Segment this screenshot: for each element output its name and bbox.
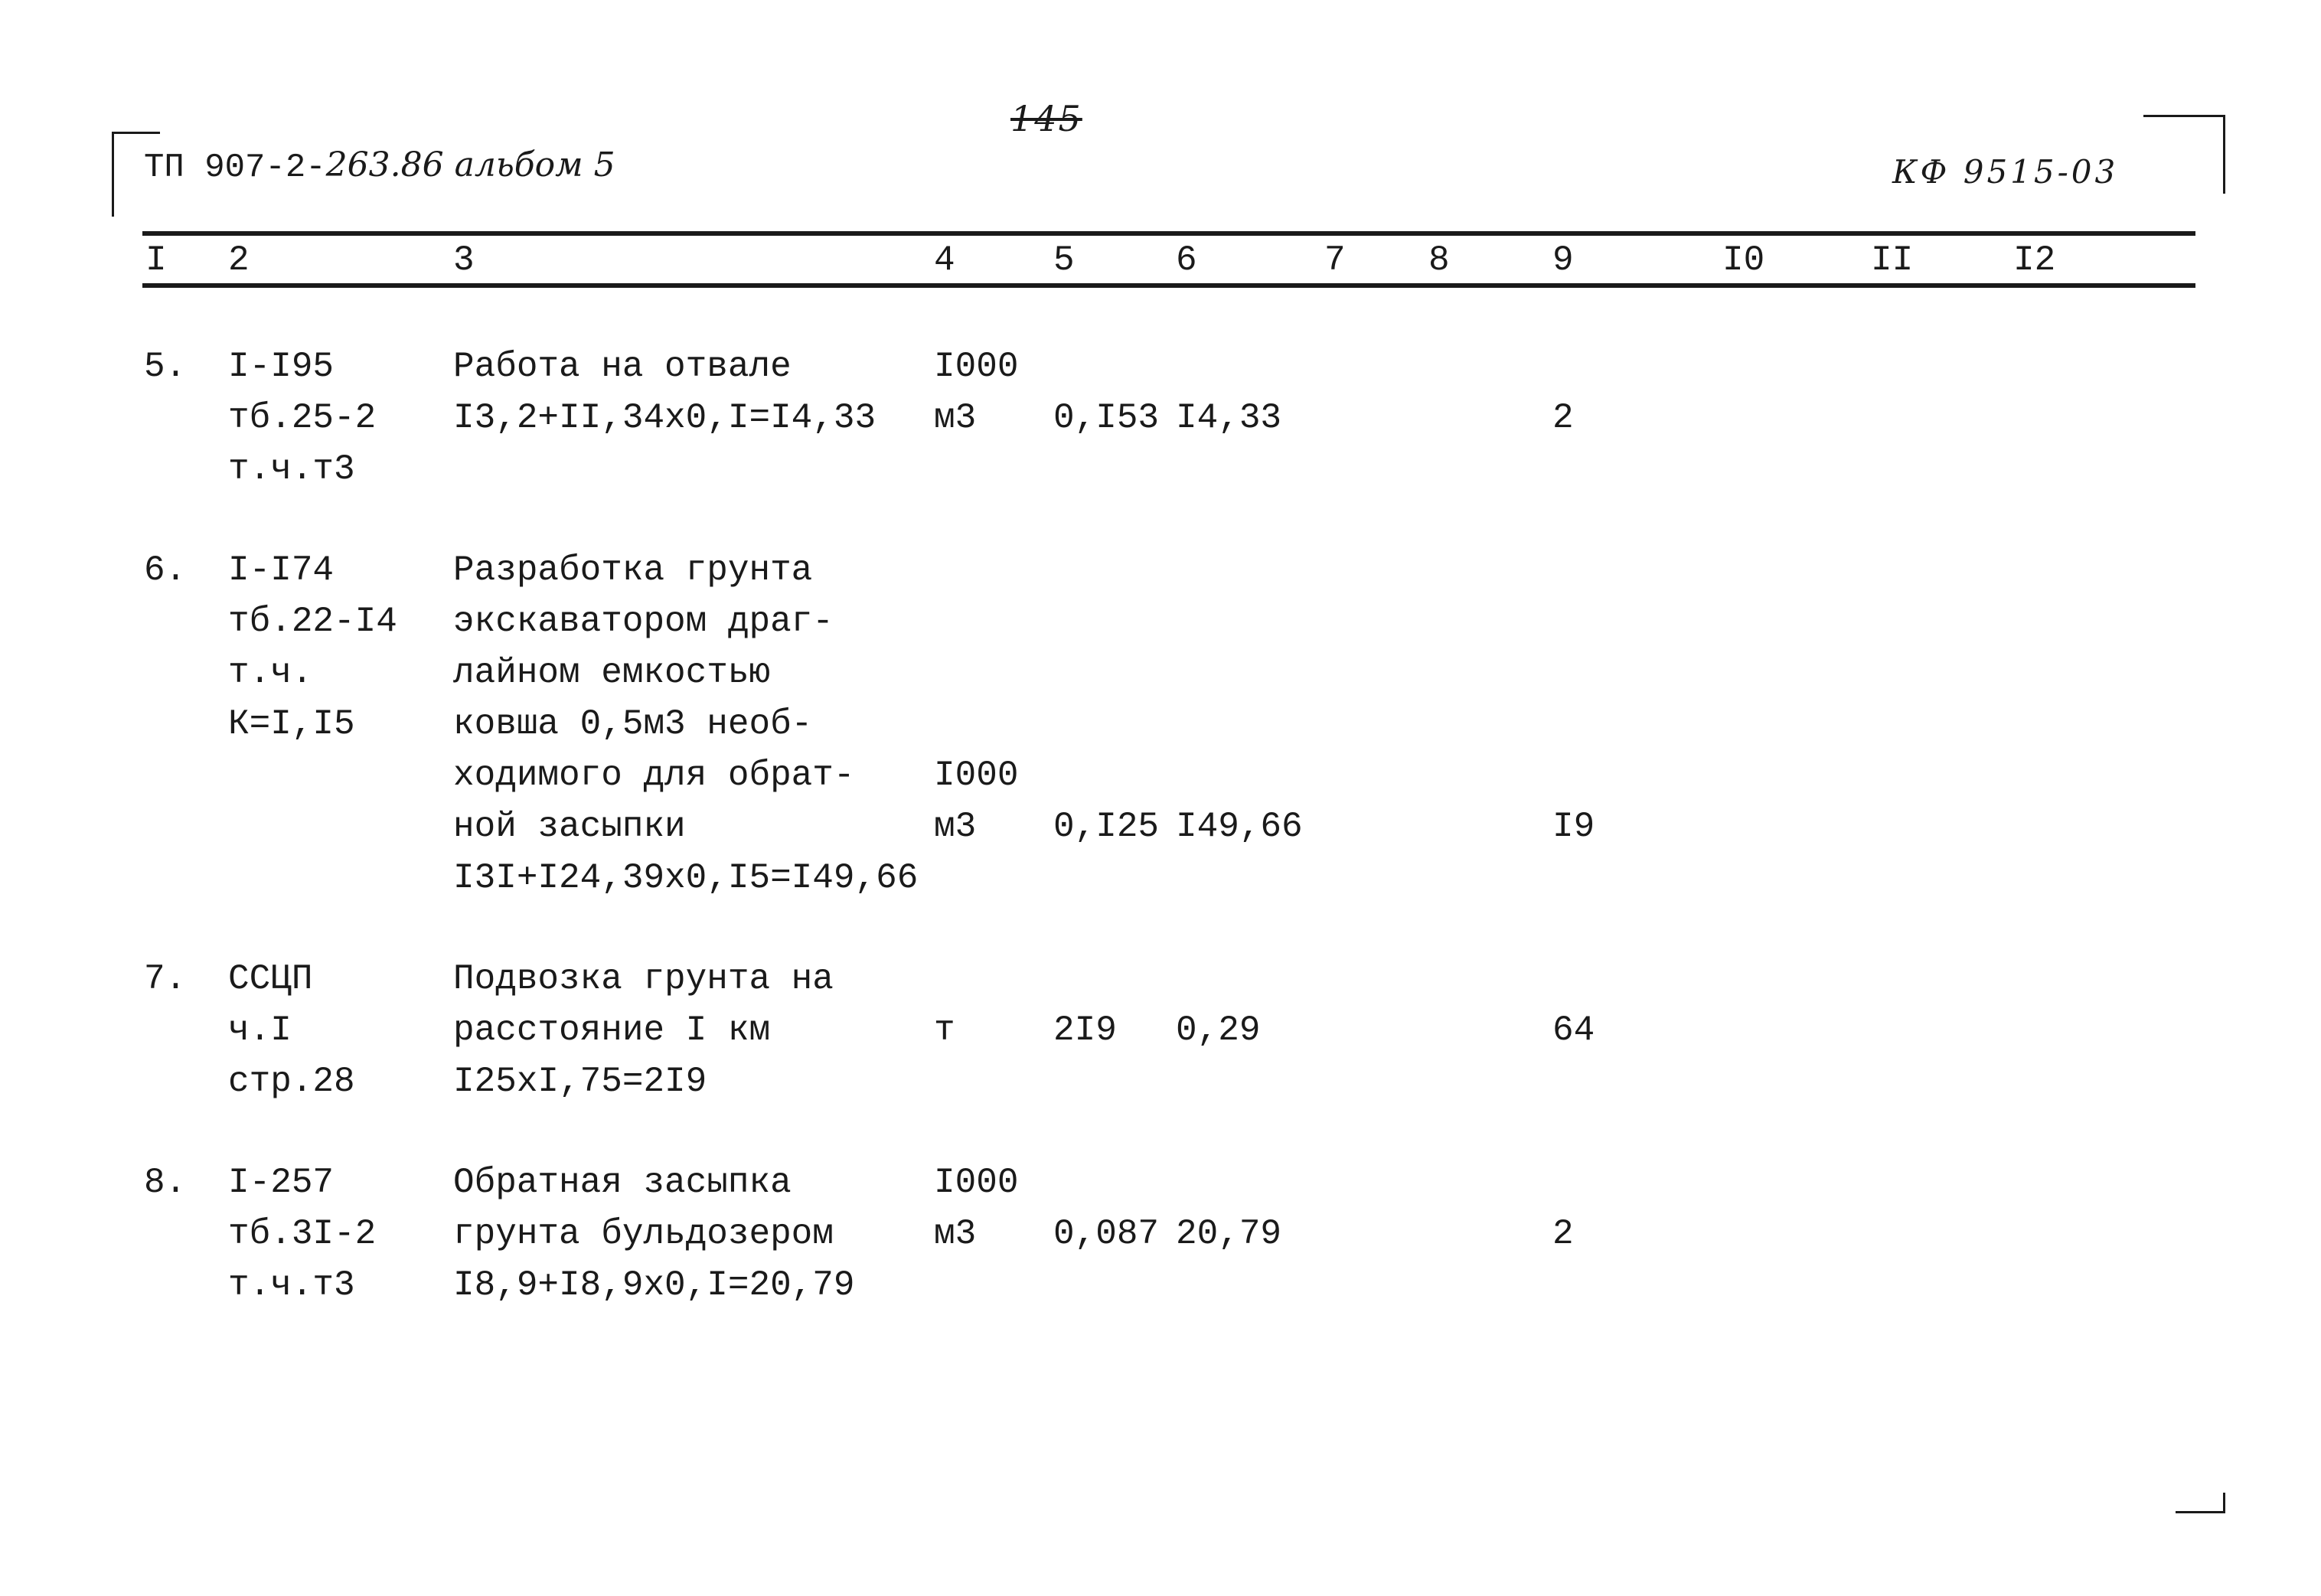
corner-mark-top-right bbox=[2143, 115, 2225, 194]
row-description bbox=[453, 1157, 855, 1311]
unit-line: м3 bbox=[934, 398, 977, 438]
row-total: 2 bbox=[1552, 398, 1574, 438]
description-line: I8,9+I8,9х0,I=20,79 bbox=[453, 1265, 855, 1305]
row-description bbox=[453, 545, 918, 904]
row-unit bbox=[934, 341, 1018, 444]
row-code bbox=[228, 954, 355, 1108]
document-code-handwritten: 263.86 альбом 5 bbox=[325, 145, 615, 184]
description-line: I3,2+II,34х0,I=I4,33 bbox=[453, 398, 876, 438]
column-number: 4 bbox=[934, 240, 955, 280]
row-unit bbox=[934, 1005, 955, 1056]
description-line: ходимого для обрат- bbox=[453, 756, 855, 795]
code-line: ч.I bbox=[228, 1010, 292, 1050]
description-line: расстояние I км bbox=[453, 1010, 771, 1050]
code-line: тб.3I-2 bbox=[228, 1214, 377, 1254]
row-code bbox=[228, 341, 376, 495]
unit-line: т bbox=[934, 1010, 955, 1050]
row-number: 6. bbox=[144, 550, 187, 590]
row-quantity: 0,087 bbox=[1053, 1214, 1160, 1254]
unit-line: I000 bbox=[934, 347, 1019, 387]
row-total: 2 bbox=[1552, 1214, 1574, 1254]
row-description bbox=[453, 341, 876, 444]
row-price: I4,33 bbox=[1176, 398, 1282, 438]
column-number: I2 bbox=[2013, 240, 2056, 280]
column-number: 7 bbox=[1324, 240, 1346, 280]
column-number: I0 bbox=[1722, 240, 1765, 280]
page-number: 145 bbox=[1010, 98, 1082, 139]
description-line: экскаватором драг- bbox=[453, 602, 834, 641]
row-number: 8. bbox=[144, 1163, 187, 1203]
description-line: ной засыпки bbox=[453, 807, 686, 847]
row-total: I9 bbox=[1552, 807, 1595, 847]
header-rule-top bbox=[142, 231, 2195, 236]
description-line: Работа на отвале bbox=[453, 347, 792, 387]
row-quantity: 0,I53 bbox=[1053, 398, 1160, 438]
description-line: I25хI,75=2I9 bbox=[453, 1062, 707, 1102]
document-code-printed: ТП 907-2- bbox=[144, 149, 326, 187]
code-line: т.ч.т3 bbox=[228, 449, 355, 489]
row-total: 64 bbox=[1552, 1010, 1595, 1050]
code-line: I-I74 bbox=[228, 550, 335, 590]
row-quantity: 0,I25 bbox=[1053, 807, 1160, 847]
column-number: 2 bbox=[228, 240, 250, 280]
corner-mark-top-left bbox=[112, 132, 160, 217]
code-line: I-I95 bbox=[228, 347, 335, 387]
row-unit bbox=[934, 1157, 1018, 1260]
unit-line: I000 bbox=[934, 756, 1019, 795]
description-line: Обратная засыпка bbox=[453, 1163, 792, 1203]
row-price: I49,66 bbox=[1176, 807, 1303, 847]
row-number: 7. bbox=[144, 959, 187, 999]
row-price: 20,79 bbox=[1176, 1214, 1282, 1254]
unit-line: м3 bbox=[934, 1214, 977, 1254]
code-line: т.ч. bbox=[228, 653, 313, 693]
corner-mark-bottom-right bbox=[2176, 1493, 2225, 1513]
code-line: I-257 bbox=[228, 1163, 335, 1203]
description-line: Подвозка грунта на bbox=[453, 959, 834, 999]
column-number: 9 bbox=[1552, 240, 1574, 280]
column-number: I bbox=[145, 240, 167, 280]
description-line: ковша 0,5м3 необ- bbox=[453, 704, 813, 744]
row-number: 5. bbox=[144, 347, 187, 387]
code-line: тб.22-I4 bbox=[228, 602, 397, 641]
unit-line: м3 bbox=[934, 807, 977, 847]
row-price: 0,29 bbox=[1176, 1010, 1261, 1050]
column-number: 8 bbox=[1428, 240, 1450, 280]
row-description bbox=[453, 954, 834, 1108]
header-rule-bottom bbox=[142, 283, 2195, 288]
description-line: грунта бульдозером bbox=[453, 1214, 834, 1254]
column-number: 3 bbox=[453, 240, 475, 280]
description-line: I3I+I24,39х0,I5=I49,66 bbox=[453, 858, 919, 898]
description-line: Разработка грунта bbox=[453, 550, 813, 590]
code-line: стр.28 bbox=[228, 1062, 355, 1102]
document-code bbox=[144, 145, 615, 187]
row-code bbox=[228, 545, 397, 750]
column-number: II bbox=[1871, 240, 1914, 280]
code-line: К=I,I5 bbox=[228, 704, 355, 744]
code-line: т.ч.т3 bbox=[228, 1265, 355, 1305]
row-code bbox=[228, 1157, 376, 1311]
code-line: тб.25-2 bbox=[228, 398, 377, 438]
row-unit bbox=[934, 750, 1018, 853]
code-line: ССЦП bbox=[228, 959, 313, 999]
row-quantity: 2I9 bbox=[1053, 1010, 1117, 1050]
column-number: 5 bbox=[1053, 240, 1075, 280]
description-line: лайном емкостью bbox=[453, 653, 771, 693]
unit-line: I000 bbox=[934, 1163, 1019, 1203]
document-reference: КФ 9515-03 bbox=[1892, 153, 2119, 191]
column-number: 6 bbox=[1176, 240, 1197, 280]
